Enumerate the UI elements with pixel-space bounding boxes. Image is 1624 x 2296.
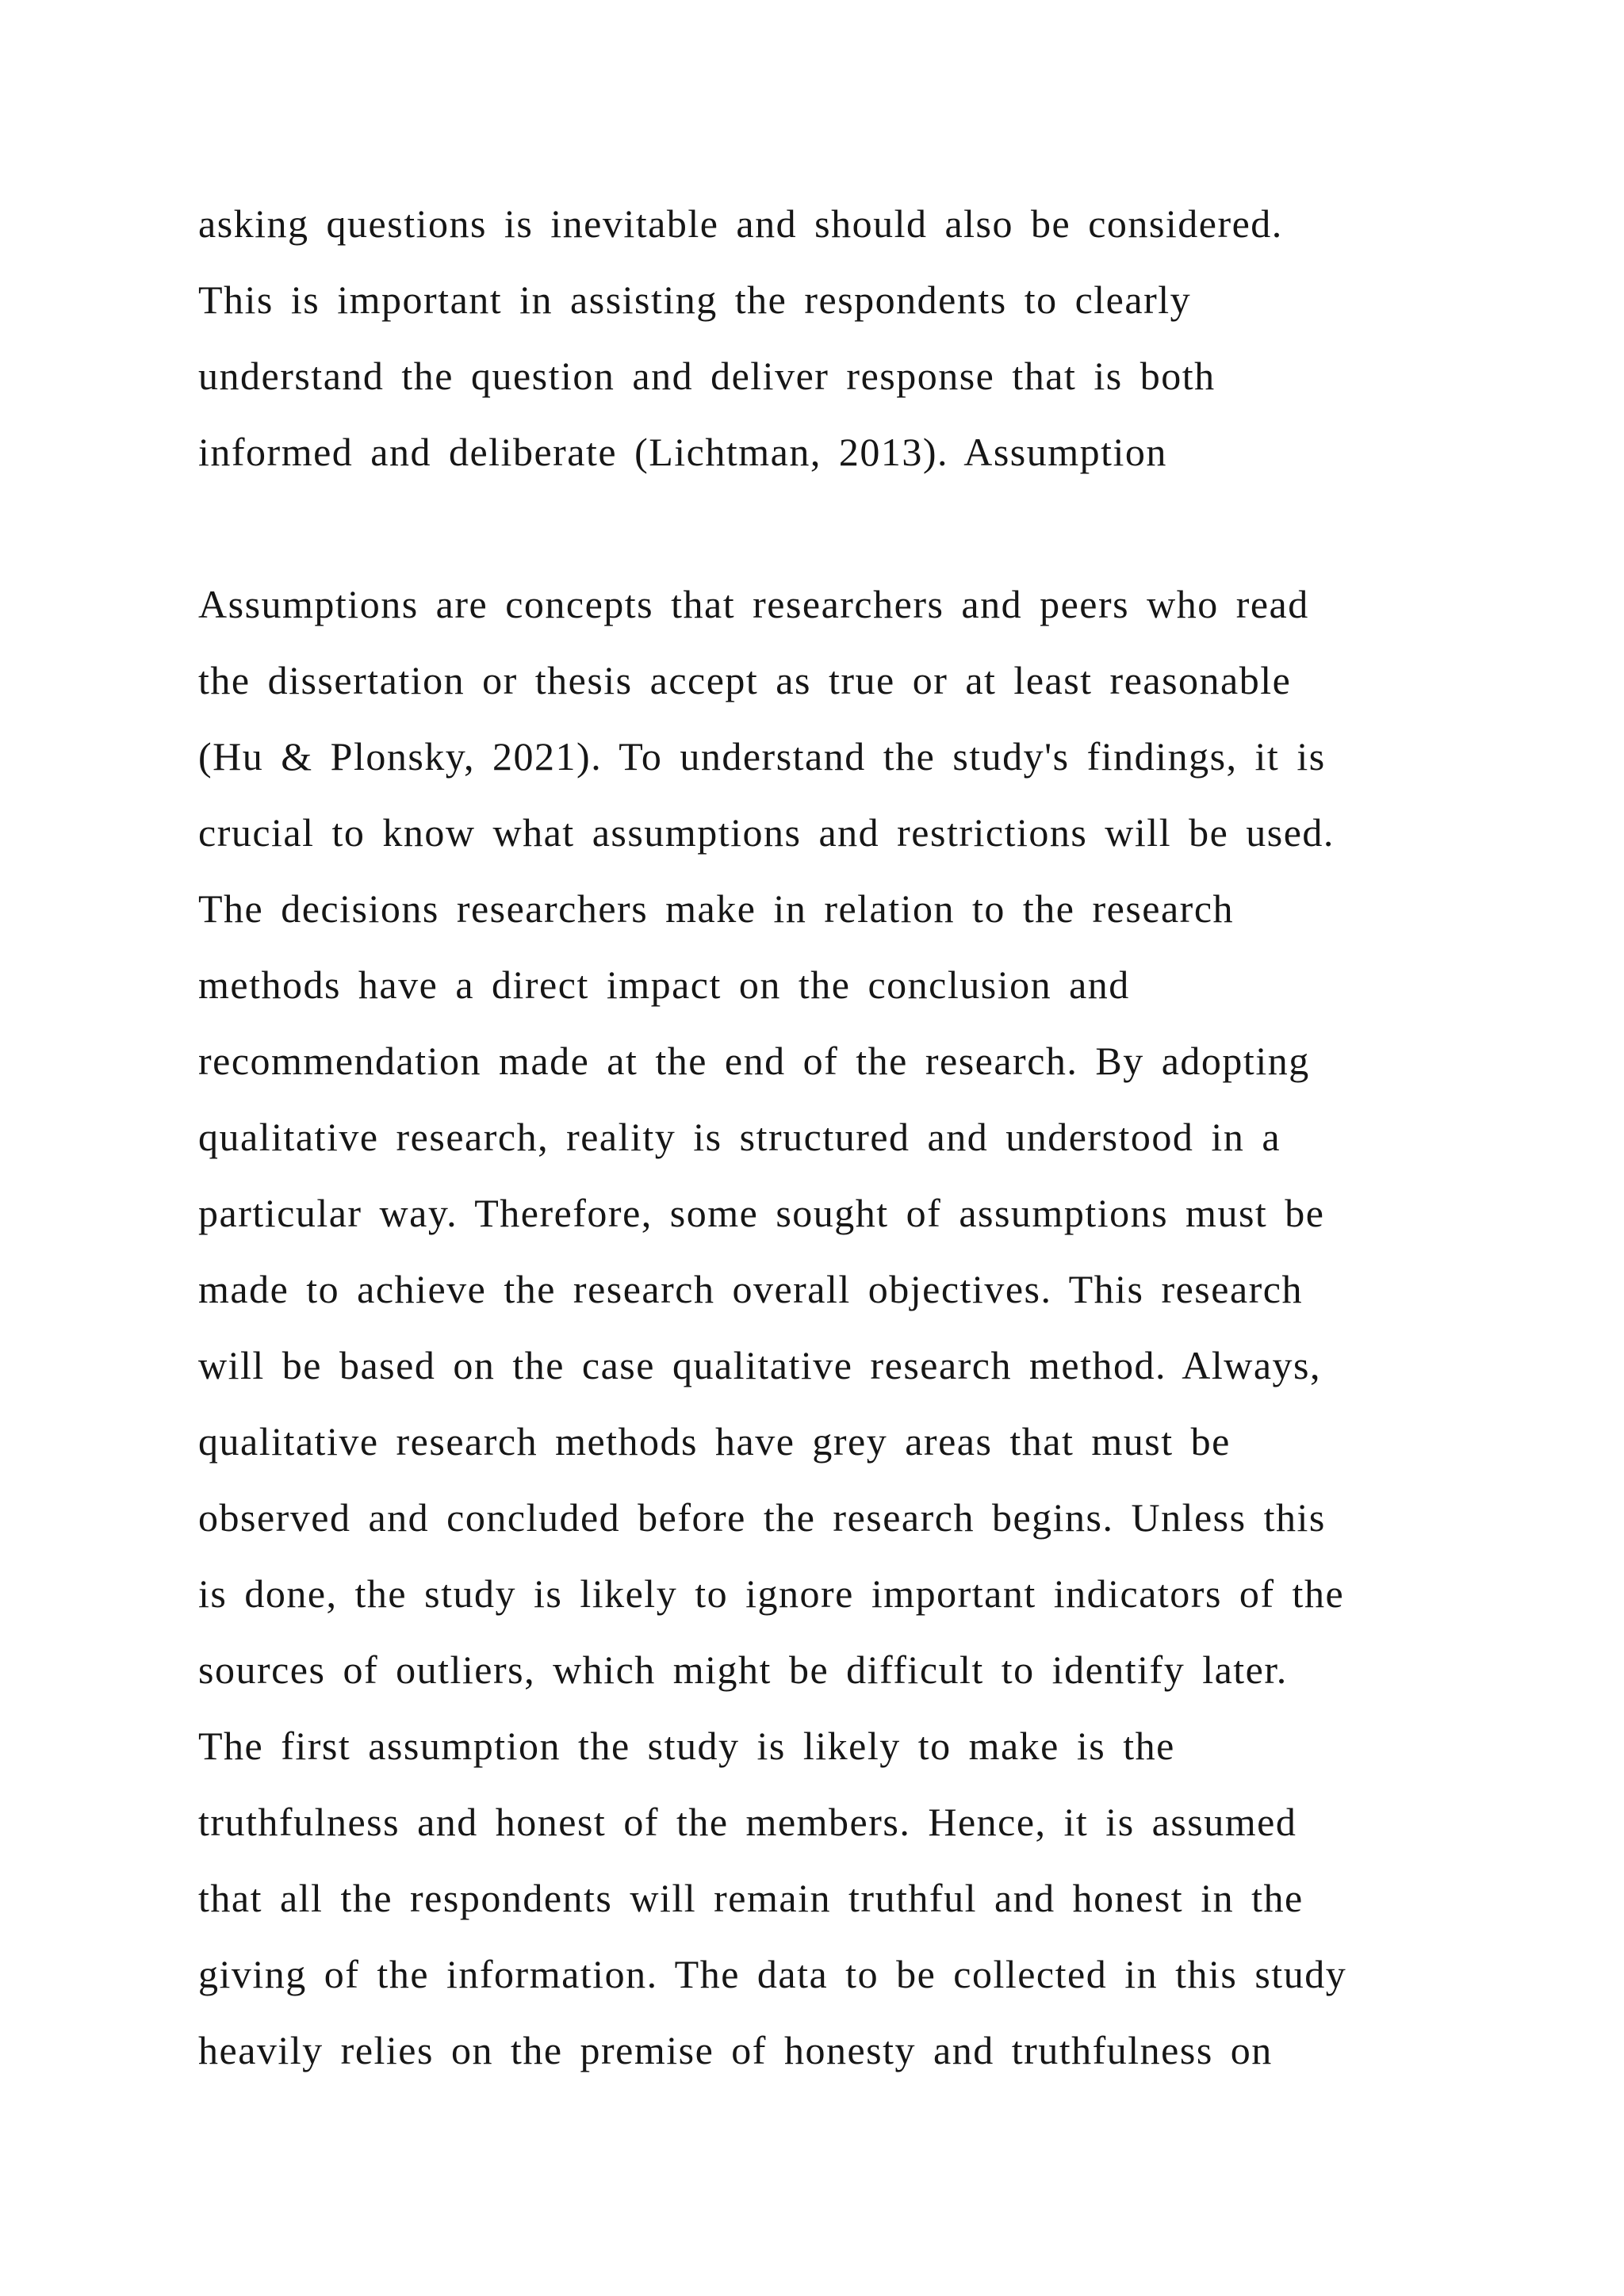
text-line: truthfulness and honest of the members. Hence, it is assumed [198,1800,1297,1844]
text-line: heavily relies on the premise of honesty and truthfulness on [198,2028,1273,2072]
text-line: methods have a direct impact on the conclusion and [198,962,1130,1007]
text-line: qualitative research methods have grey areas that must be [198,1419,1231,1464]
text-line: crucial to know what assumptions and restrictions will be used. [198,810,1335,855]
text-line: particular way. Therefore, some sought of assumptions must be [198,1191,1325,1235]
paragraph-2 [198,566,1435,2088]
text-line: This is important in assisting the respondents to clearly [198,277,1192,322]
text-line: observed and concluded before the research begins. Unless this [198,1495,1326,1540]
paragraph-1 [198,186,1435,490]
text-line: informed and deliberate (Lichtman, 2013). Assumption [198,430,1167,474]
text-line: qualitative research, reality is structured and understood in a [198,1115,1281,1159]
text-line: The first assumption the study is likely to make is the [198,1724,1175,1768]
text-line: giving of the information. The data to be collected in this study [198,1952,1347,1996]
text-line: that all the respondents will remain truthful and honest in the [198,1876,1304,1920]
text-line: The decisions researchers make in relation to the research [198,886,1235,931]
text-line: asking questions is inevitable and should also be considered. [198,201,1283,246]
text-line: will be based on the case qualitative research method. Always, [198,1343,1321,1387]
text-line: understand the question and deliver response that is both [198,354,1216,398]
text-line: sources of outliers, which might be difficult to identify later. [198,1647,1288,1692]
text-line: made to achieve the research overall objectives. This research [198,1267,1303,1311]
text-line: (Hu & Plonsky, 2021). To understand the study's findings, it is [198,734,1326,779]
text-line: the dissertation or thesis accept as true or at least reasonable [198,658,1292,702]
text-line: is done, the study is likely to ignore important indicators of the [198,1571,1345,1616]
text-line: Assumptions are concepts that researchers and peers who read [198,582,1309,626]
text-line: recommendation made at the end of the research. By adopting [198,1039,1310,1083]
